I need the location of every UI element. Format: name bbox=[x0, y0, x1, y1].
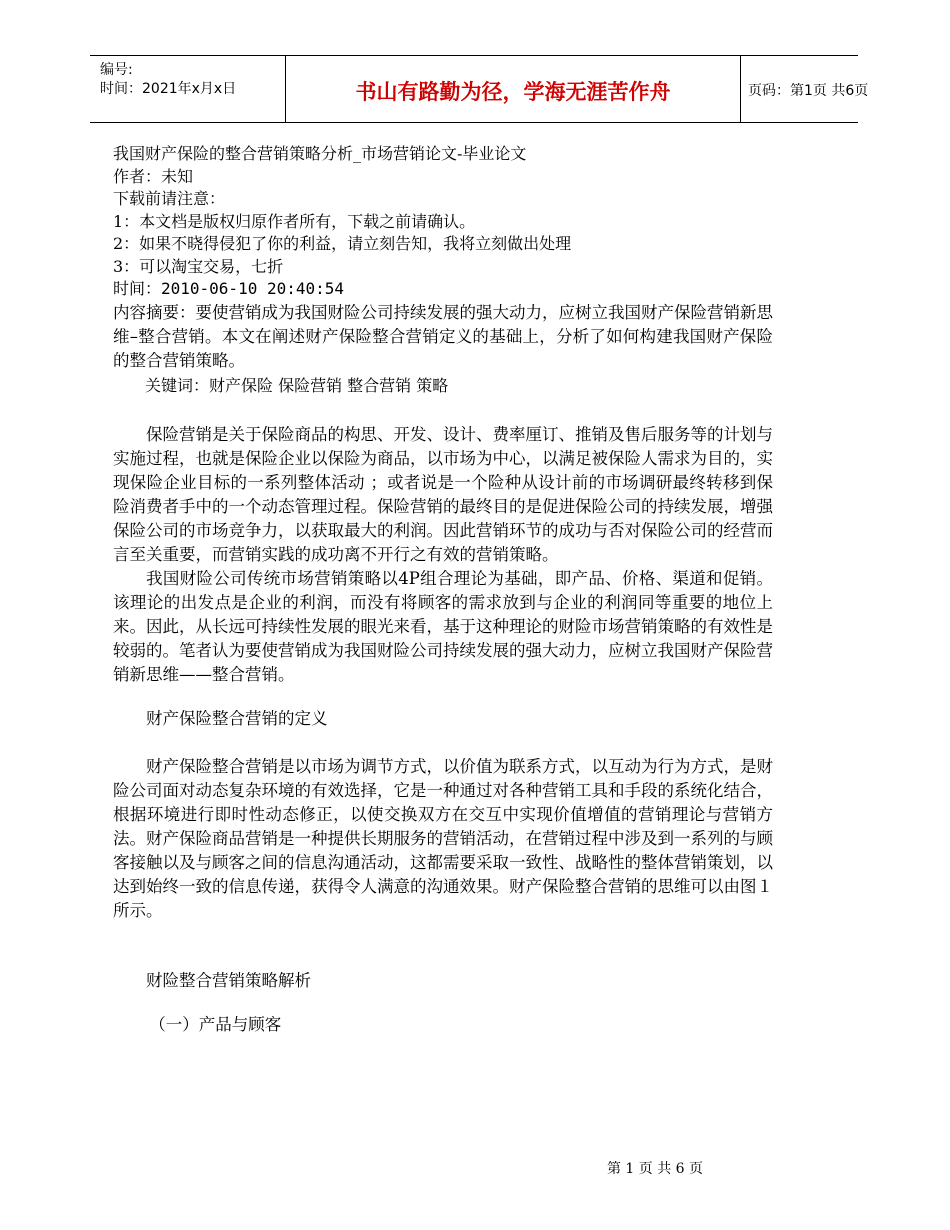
abstract-paragraph: 内容摘要：要使营销成为我国财险公司持续发展的强大动力，应树立我国财产保险营销新思维–整合营销。本文在阐述财产保险整合营销定义的基础上，分析了如何构建我国财产保险的整合营销策略。 bbox=[113, 302, 773, 370]
header-page-cell bbox=[740, 56, 869, 122]
section-heading-definition: 财产保险整合营销的定义 bbox=[146, 708, 328, 728]
number-label: 编号: bbox=[100, 62, 133, 78]
page-header bbox=[90, 55, 869, 123]
notice-item-2: 2：如果不晓得侵犯了你的利益，请立刻告知，我将立刻做出处理 bbox=[113, 234, 572, 253]
body-paragraph-1: 保险营销是关于保险商品的构思、开发、设计、费率厘订、推销及售后服务等的计划与实施过程，也就是保险企业以保险为商品，以市场为中心，以满足被保险人需求为目的，实现保险企业目标的一系列整体活动 ；或者说是一个险种从设计前的市场调研最终转移到保险消费者手中的一个动态管理过程。保险营销的最终目的是促进保险公司的持续发展，增强保险公司的市场竞争力，以获取最大的利润。因此营销环节的成功与否对保险公司的经营而言至关重要，而营销实践的成功离不开行之有效的营销策略。 bbox=[113, 424, 773, 564]
time-label: 时间：2021年x月x日 bbox=[100, 81, 237, 97]
time-line: 时间：2010-06-10 20:40:54 bbox=[113, 279, 345, 298]
section-heading-strategy: 财险整合营销策略解析 bbox=[146, 970, 311, 990]
notice-item-3: 3：可以淘宝交易，七折 bbox=[113, 256, 284, 276]
header-motto-cell bbox=[285, 56, 741, 122]
notice-item-1: 1：本文档是版权归原作者所有，下载之前请确认。 bbox=[113, 211, 476, 231]
body-paragraph-2: 我国财险公司传统市场营销策略以4P组合理论为基础，即产品、价格、渠道和促销。该理论的出发点是企业的利润，而没有将顾客的需求放到与企业的利润同等重要的地位上来。因此，从长远可持续性发展的眼光来看，基于这种理论的财险市场营销策略的有效性是较弱的。笔者认为要使营销成为我国财险公司持续发展的强大动力，应树立我国财产保险营销新思维——整合营销。 bbox=[113, 568, 773, 684]
motto-text: 书山有路勤为径，学海无涯苦作舟 bbox=[355, 80, 671, 104]
page-footer: 第 1 页 共 6 页 bbox=[606, 1161, 704, 1177]
keywords-line: 关键词：财产保险 保险营销 整合营销 策略 bbox=[145, 375, 449, 395]
subsection-heading-product: （一）产品与顾客 bbox=[149, 1014, 282, 1034]
body-paragraph-3: 财产保险整合营销是以市场为调节方式，以价值为联系方式，以互动为行为方式，是财险公司面对动态复杂环境的有效选择，它是一种通过对各种营销工具和手段的系统化结合，根据环境进行即时性动态修正，以使交换双方在交互中实现价值增值的营销理论与营销方法。财产保险商品营销是一种提供长期服务的营销活动，在营销过程中涉及到一系列的与顾客接触以及与顾客之间的信息沟通活动，这都需要采取一致性、战略性的整体营销策划，以达到始终一致的信息传递，获得令人满意的沟通效果。财产保险整合营销的思维可以由图１所示。 bbox=[113, 756, 773, 920]
page-info: 页码：第1页 共6页 bbox=[748, 83, 869, 99]
document-body bbox=[113, 143, 773, 1037]
document-title: 我国财产保险的整合营销策略分析_市场营销论文-毕业论文 bbox=[113, 144, 527, 163]
notice-title: 下载前请注意： bbox=[113, 189, 226, 208]
author-line: 作者：未知 bbox=[113, 166, 194, 186]
header-meta-cell bbox=[90, 56, 285, 122]
